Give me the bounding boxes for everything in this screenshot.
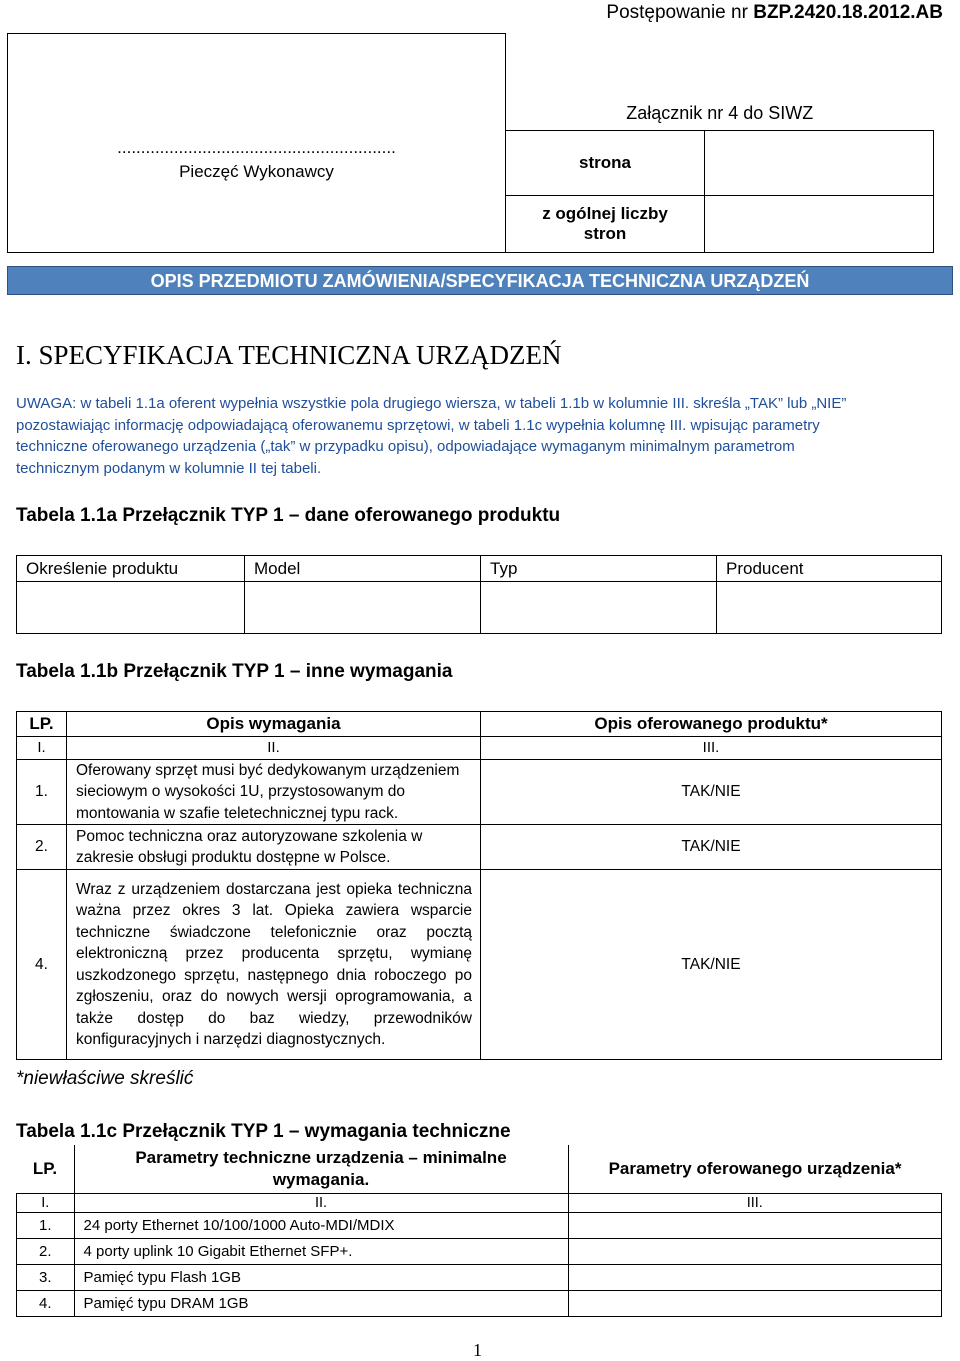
row-description: Pomoc techniczna oraz autoryzowane szkolenia w zakresie obsługi produktu dostępne w Polsce. [67, 825, 481, 870]
table-1a-title: Tabela 1.1a Przełącznik TYP 1 – dane oferowanego produktu [16, 505, 561, 526]
procurement-id: BZP.2420.18.2012.AB [753, 2, 943, 23]
total-pages-field[interactable] [705, 195, 934, 252]
page-number: 1 [473, 1340, 482, 1360]
col-header-offered: Opis oferowanego produktu* [481, 712, 942, 737]
roman-2: II. [74, 1194, 568, 1213]
col-header-lp: LP. [17, 1145, 75, 1194]
row-description: 4 porty uplink 10 Gigabit Ethernet SFP+. [74, 1239, 568, 1265]
row-description: Wraz z urządzeniem dostarczana jest opieka techniczna ważna przez okres 3 lat. Opieka zawiera wsparcie techniczne świadczone telefonicznie oraz pocztą elektroniczną przez producenta sprzętu, wymianę uszkodzonego sprzętu, następnego dnia roboczego po zgłoszeniu, oraz do nowych wersji oprogramowania, a także dostęp do baz wiedzy, przewodników konfiguracyjnych i narzędzi diagnostycznych. [67, 870, 481, 1060]
roman-3: III. [481, 737, 942, 760]
row-description: 24 porty Ethernet 10/100/1000 Auto-MDI/MDIX [74, 1213, 568, 1239]
row-lp: 3. [17, 1265, 75, 1291]
table-row [17, 1213, 942, 1239]
table-row [17, 759, 942, 825]
instruction-note [16, 393, 940, 479]
col-header-type: Typ [481, 556, 717, 582]
procurement-number [606, 2, 943, 24]
page-label: strona [506, 130, 705, 195]
stamp-cell [8, 34, 506, 253]
table-row [17, 1239, 942, 1265]
row-description: Oferowany sprzęt musi być dedykowanym urządzeniem sieciowym o wysokości 1U, przystosowanym do montowania w szafie teletechnicznej typu rack. [67, 759, 481, 825]
col-header-model: Model [245, 556, 481, 582]
roman-2: II. [67, 737, 481, 760]
offered-param-field[interactable] [568, 1213, 942, 1239]
title-banner: OPIS PRZEDMIOTU ZAMÓWIENIA/SPECYFIKACJA TECHNICZNA URZĄDZEŃ [7, 266, 953, 295]
note-line-3: techniczne oferowanego urządzenia („tak” w przypadku opisu), odpowiadające wymaganym minimalnym parametrom [16, 438, 795, 455]
row-lp: 2. [17, 1239, 75, 1265]
row-description: Pamięć typu DRAM 1GB [74, 1291, 568, 1317]
annex-label: Załącznik nr 4 do SIWZ [506, 34, 934, 131]
roman-3: III. [568, 1194, 942, 1213]
row-lp: 4. [17, 1291, 75, 1317]
table-row [17, 825, 942, 870]
row-lp: 4. [17, 870, 67, 1060]
section-title: I. SPECYFIKACJA TECHNICZNA URZĄDZEŃ [16, 340, 562, 370]
roman-1: I. [17, 1194, 75, 1213]
note-line-2: pozostawiając informację odpowiadającą oferowanemu sprzętowi, w tabeli 1.1c wypełnia kolumnę III. wpisując parametry [16, 416, 820, 434]
table-row [17, 870, 942, 1060]
note-line-1: UWAGA: w tabeli 1.1a oferent wypełnia wszystkie pola drugiego wiersza, w tabeli 1.1b w kolumnie III. skreśla „TAK” lub „NIE” [16, 395, 847, 412]
offered-param-field[interactable] [568, 1239, 942, 1265]
table-1a [16, 555, 942, 634]
table-1c [16, 1145, 942, 1317]
answer-choice[interactable]: TAK/NIE [481, 870, 942, 1060]
offered-param-field[interactable] [568, 1291, 942, 1317]
type-field[interactable] [481, 582, 717, 634]
col-header-offered-params: Parametry oferowanego urządzenia* [568, 1145, 942, 1194]
row-lp: 2. [17, 825, 67, 870]
col-header-producer: Producent [717, 556, 942, 582]
header-table [7, 33, 934, 253]
product-field[interactable] [17, 582, 245, 634]
offered-param-field[interactable] [568, 1265, 942, 1291]
col-header-requirement: Opis wymagania [67, 712, 481, 737]
answer-choice[interactable]: TAK/NIE [481, 825, 942, 870]
row-description: Pamięć typu Flash 1GB [74, 1265, 568, 1291]
row-lp: 1. [17, 1213, 75, 1239]
procurement-prefix: Postępowanie nr [606, 2, 754, 23]
total-pages-label: z ogólnej liczby stron [506, 195, 705, 252]
col-header-product: Określenie produktu [17, 556, 245, 582]
col-header-min-params: Parametry techniczne urządzenia – minimalne wymagania. [74, 1145, 568, 1194]
answer-choice[interactable]: TAK/NIE [481, 759, 942, 825]
table-row [17, 1291, 942, 1317]
row-lp: 1. [17, 759, 67, 825]
producer-field[interactable] [717, 582, 942, 634]
table-row [17, 1265, 942, 1291]
table-1b [16, 711, 942, 1060]
stamp-dots: ........................................................... [117, 137, 396, 157]
col-header-lp: LP. [17, 712, 67, 737]
page-value-field[interactable] [705, 130, 934, 195]
note-line-4: technicznym podanym w kolumnie II tej tabeli. [16, 459, 322, 477]
table-1b-title: Tabela 1.1b Przełącznik TYP 1 – inne wymagania [16, 661, 453, 682]
roman-1: I. [17, 737, 67, 760]
footnote: *niewłaściwe skreślić [16, 1068, 194, 1089]
table-1c-title: Tabela 1.1c Przełącznik TYP 1 – wymagania techniczne [16, 1121, 511, 1142]
stamp-label: Pieczęć Wykonawcy [179, 161, 334, 181]
model-field[interactable] [245, 582, 481, 634]
